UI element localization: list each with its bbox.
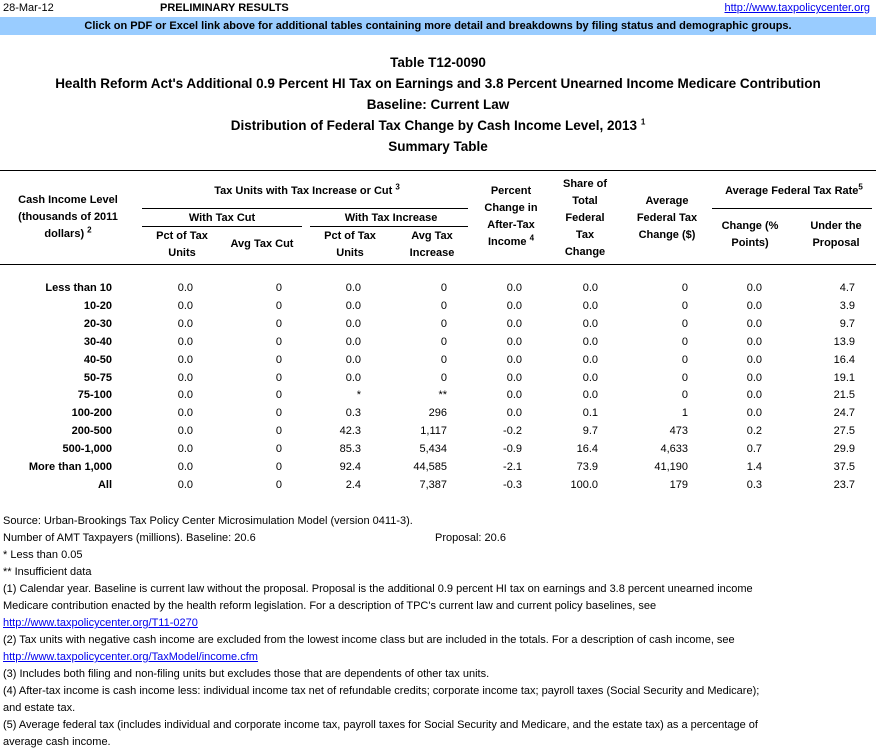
table-row — [0, 334, 876, 352]
table-cell: 0 — [440, 299, 447, 312]
col-avg-federal-change: Average Federal Tax Change ($) — [636, 195, 698, 241]
title-line-4: Summary Table — [388, 139, 488, 154]
table-cell: 0.0 — [746, 299, 762, 312]
info-banner: Click on PDF or Excel link above for additional tables containing more detail and breakdowns by filing status and demographic groups. — [0, 17, 876, 35]
col-income-level: Cash Income Level (thousands of 2011 dollars) $^2$ — [18, 194, 118, 240]
note-5a: (5) Average federal tax (includes individual and corporate income tax, payroll taxes for Social Security and Medicare, and the estate tax) as a percentage of — [3, 719, 758, 731]
table-cell: 9.7 — [582, 425, 598, 438]
table-cell: 16.4 — [576, 443, 598, 456]
table-cell: 16.4 — [833, 353, 855, 366]
table-cell: 0.0 — [177, 317, 193, 330]
row-label: 500-1,000 — [62, 443, 112, 456]
row-label: 50-75 — [83, 371, 112, 384]
increase-underline — [310, 226, 468, 227]
table-cell: ** — [438, 389, 447, 402]
source-note: Source: Urban-Brookings Tax Policy Center Microsimulation Model (version 0411-3). — [3, 515, 413, 527]
star-note: * Less than 0.05 — [3, 549, 83, 561]
table-cell: 0 — [275, 282, 282, 294]
table-row — [0, 280, 876, 298]
col-avg-tax-cut: Avg Tax Cut — [230, 238, 294, 250]
tpc-link[interactable]: http://www.taxpolicycenter.org — [724, 2, 870, 14]
table-cell: 0 — [681, 282, 688, 294]
table-cell: 0.0 — [177, 335, 193, 348]
table-cell: 21.5 — [833, 389, 855, 402]
table-cell: 0 — [275, 478, 282, 491]
table-cell: 0.0 — [177, 478, 193, 491]
table-cell: 0.0 — [746, 317, 762, 330]
table-cell: 2.4 — [345, 478, 361, 491]
col-with-increase-group: With Tax Increase — [344, 212, 438, 224]
table-cell: 0.0 — [177, 407, 193, 420]
table-cell: 1,117 — [420, 425, 447, 438]
table-cell: 4.7 — [839, 282, 855, 294]
group-underline — [142, 208, 468, 209]
row-label: 100-200 — [71, 407, 112, 420]
col-pct-change-income: Percent Change in After-Tax Income $^4$ — [484, 185, 538, 248]
table-cell: 0.0 — [177, 353, 193, 366]
row-label: All — [97, 478, 112, 491]
table-cell: 0 — [681, 389, 688, 402]
table-cell: 0 — [275, 335, 282, 348]
row-label: Less than 10 — [45, 282, 112, 294]
table-cell: 0 — [681, 299, 688, 312]
table-cell: 5,434 — [419, 443, 447, 456]
col-avg-tax-increase: Avg Tax Increase — [409, 230, 455, 259]
col-change-points: Change (% Points) — [721, 220, 779, 249]
note-2: (2) Tax units with negative cash income are excluded from the lowest income class but are included in the totals. For a description of cash income, see — [3, 634, 735, 646]
table-cell: 0.1 — [582, 407, 598, 420]
table-cell: 44,585 — [413, 461, 447, 473]
table-cell: 0 — [681, 335, 688, 348]
table-cell: 0 — [681, 353, 688, 366]
row-label: 200-500 — [71, 425, 112, 438]
table-row — [0, 459, 876, 477]
table-cell: 24.7 — [833, 407, 855, 420]
table-cell: 0 — [440, 371, 447, 384]
amt-note: Number of AMT Taxpayers (millions). Baseline: 20.6 Proposal: 20.6 — [3, 532, 506, 544]
table-row — [0, 423, 876, 441]
table-cell: 0.0 — [345, 335, 361, 348]
table-cell: 0.0 — [177, 443, 193, 456]
title-line-1: Health Reform Act's Additional 0.9 Percent HI Tax on Earnings and 3.8 Percent Unearned Income Medicare Contribution — [55, 76, 821, 91]
table-cell: 0.2 — [746, 425, 762, 438]
table-cell: 0 — [681, 371, 688, 384]
table-cell: 0 — [275, 425, 282, 438]
table-cell: 100.0 — [570, 478, 598, 491]
table-cell: 0.0 — [177, 461, 193, 473]
table-cell: 0.0 — [506, 407, 522, 420]
table-cell: 0.0 — [177, 299, 193, 312]
status-label: PRELIMINARY RESULTS — [160, 2, 289, 14]
table-row — [0, 352, 876, 370]
table-cell: 1.4 — [746, 461, 762, 473]
table-cell: 179 — [669, 478, 688, 491]
table-cell: 0 — [440, 317, 447, 330]
table-titles — [0, 52, 876, 157]
table-cell: 0.0 — [746, 407, 762, 420]
table-cell: 0 — [275, 371, 282, 384]
table-cell: 0.0 — [582, 353, 598, 366]
table-cell: 37.5 — [833, 461, 855, 473]
col-pct-units-cut: Pct of Tax Units — [156, 230, 208, 259]
table-cell: 3.9 — [839, 299, 855, 312]
table-cell: 0.0 — [345, 282, 361, 294]
table-cell: 73.9 — [576, 461, 598, 473]
table-cell: 0.0 — [506, 371, 522, 384]
note-4b: and estate tax. — [3, 702, 76, 714]
table-cell: 0.0 — [506, 282, 522, 294]
row-label: 20-30 — [83, 317, 112, 330]
table-cell: 0.0 — [177, 425, 193, 438]
table-row — [0, 441, 876, 459]
table-cell: 13.9 — [833, 335, 855, 348]
table-cell: 0 — [275, 407, 282, 420]
table-cell: 0 — [440, 335, 447, 348]
table-cell: 0 — [275, 461, 282, 473]
table-cell: 42.3 — [339, 425, 361, 438]
table-cell: 0.0 — [582, 371, 598, 384]
note-3: (3) Includes both filing and non-filing units but excludes those that are dependents of other tax units. — [3, 668, 490, 680]
table-cell: 0.0 — [582, 299, 598, 312]
note-2-link[interactable]: http://www.taxpolicycenter.org/TaxModel/income.cfm — [3, 651, 258, 663]
table-cell: 0 — [440, 353, 447, 366]
table-cell: 1 — [681, 407, 688, 420]
table-cell: 0.7 — [746, 443, 762, 456]
row-label: More than 1,000 — [28, 461, 112, 473]
table-cell: 0.0 — [345, 299, 361, 312]
row-label: 30-40 — [83, 335, 112, 348]
table-cell: 0.0 — [345, 353, 361, 366]
note-1-link[interactable]: http://www.taxpolicycenter.org/T11-0270 — [3, 617, 198, 629]
table-row — [0, 298, 876, 316]
header-bottom-rule — [0, 264, 876, 265]
table-cell: 0.0 — [177, 282, 193, 294]
table-cell: 4,633 — [660, 443, 688, 456]
table-cell: 0.0 — [582, 282, 598, 294]
table-cell: 0.0 — [582, 317, 598, 330]
table-cell: -0.2 — [503, 425, 522, 438]
col-with-cut-group: With Tax Cut — [188, 212, 256, 224]
table-cell: 0 — [275, 299, 282, 312]
table-id: Table T12-0090 — [390, 55, 486, 70]
col-tax-units-group: Tax Units with Tax Increase or Cut $^3$ — [214, 182, 400, 197]
table-row — [0, 316, 876, 334]
double-star-note: ** Insufficient data — [3, 566, 92, 578]
table-cell: 23.7 — [833, 478, 855, 491]
table-row — [0, 405, 876, 423]
table-cell: 0.0 — [345, 317, 361, 330]
top-bar — [0, 0, 876, 16]
table-cell: 0.3 — [345, 407, 361, 420]
table-cell: * — [356, 389, 361, 402]
table-cell: 473 — [669, 425, 688, 438]
note-4a: (4) After-tax income is cash income less: individual income tax net of refundable credits; corporate income tax; payroll taxes (Social Security and Medicare); — [3, 685, 760, 697]
footnotes — [3, 513, 873, 751]
title-line-2: Baseline: Current Law — [366, 97, 510, 112]
table-cell: 0.0 — [746, 389, 762, 402]
report-date: 28-Mar-12 — [3, 2, 54, 14]
table-cell: 0.0 — [506, 317, 522, 330]
table-cell: 0 — [275, 389, 282, 402]
row-label: 10-20 — [83, 299, 112, 312]
table-cell: 0.0 — [506, 299, 522, 312]
table-cell: 0.0 — [506, 353, 522, 366]
table-cell: -0.9 — [503, 443, 522, 456]
col-pct-units-increase: Pct of Tax Units — [324, 230, 376, 259]
table-cell: 0 — [275, 317, 282, 330]
table-cell: 0.0 — [177, 389, 193, 402]
table-cell: 0.0 — [746, 335, 762, 348]
table-cell: 0.0 — [506, 389, 522, 402]
col-avg-rate-group: Average Federal Tax Rate$^5$ — [725, 182, 863, 197]
table-cell: -0.3 — [503, 478, 522, 491]
table-cell: 0.0 — [582, 335, 598, 348]
row-label: 75-100 — [77, 389, 112, 402]
col-share-total-change: Share of Total Federal Tax Change — [562, 178, 607, 258]
table-cell: 0.3 — [746, 478, 762, 491]
table-cell: 0.0 — [746, 353, 762, 366]
table-cell: 0.0 — [506, 335, 522, 348]
table-row — [0, 477, 876, 495]
title-line-3: Distribution of Federal Tax Change by Cash Income Level, 2013 $^1$ — [230, 117, 646, 133]
table-cell: 9.7 — [839, 317, 855, 330]
table-cell: 92.4 — [339, 461, 361, 473]
table-cell: 0 — [681, 317, 688, 330]
table-cell: 85.3 — [339, 443, 361, 456]
rate-underline — [712, 208, 872, 209]
table-cell: 0.0 — [177, 371, 193, 384]
table-cell: 0.0 — [746, 371, 762, 384]
table-cell: 0.0 — [746, 282, 762, 294]
table-cell: 29.9 — [833, 443, 855, 456]
note-1a: (1) Calendar year. Baseline is current law without the proposal. Proposal is the additional 0.9 percent HI tax on earnings and 3.8 percent unearned income — [3, 583, 753, 595]
table-cell: 19.1 — [833, 371, 855, 384]
table-cell: 0.0 — [345, 371, 361, 384]
table-cell: 27.5 — [833, 425, 855, 438]
table-cell: 0 — [275, 353, 282, 366]
note-5b: average cash income. — [3, 736, 111, 748]
col-under-proposal: Under the Proposal — [810, 220, 862, 249]
table-cell: 296 — [428, 407, 447, 420]
table-cell: 7,387 — [419, 478, 447, 491]
table-cell: 0 — [440, 282, 447, 294]
table-row — [0, 387, 876, 405]
note-1b: Medicare contribution enacted by the health reform legislation. For a description of TPC's current law and current policy baselines, see — [3, 600, 657, 612]
table-cell: 41,190 — [654, 461, 688, 473]
table-row — [0, 370, 876, 388]
cut-underline — [142, 226, 302, 227]
row-label: 40-50 — [83, 353, 112, 366]
table-cell: -2.1 — [503, 461, 522, 473]
table-cell: 0 — [275, 443, 282, 456]
table-cell: 0.0 — [582, 389, 598, 402]
header-top-rule — [0, 170, 876, 171]
